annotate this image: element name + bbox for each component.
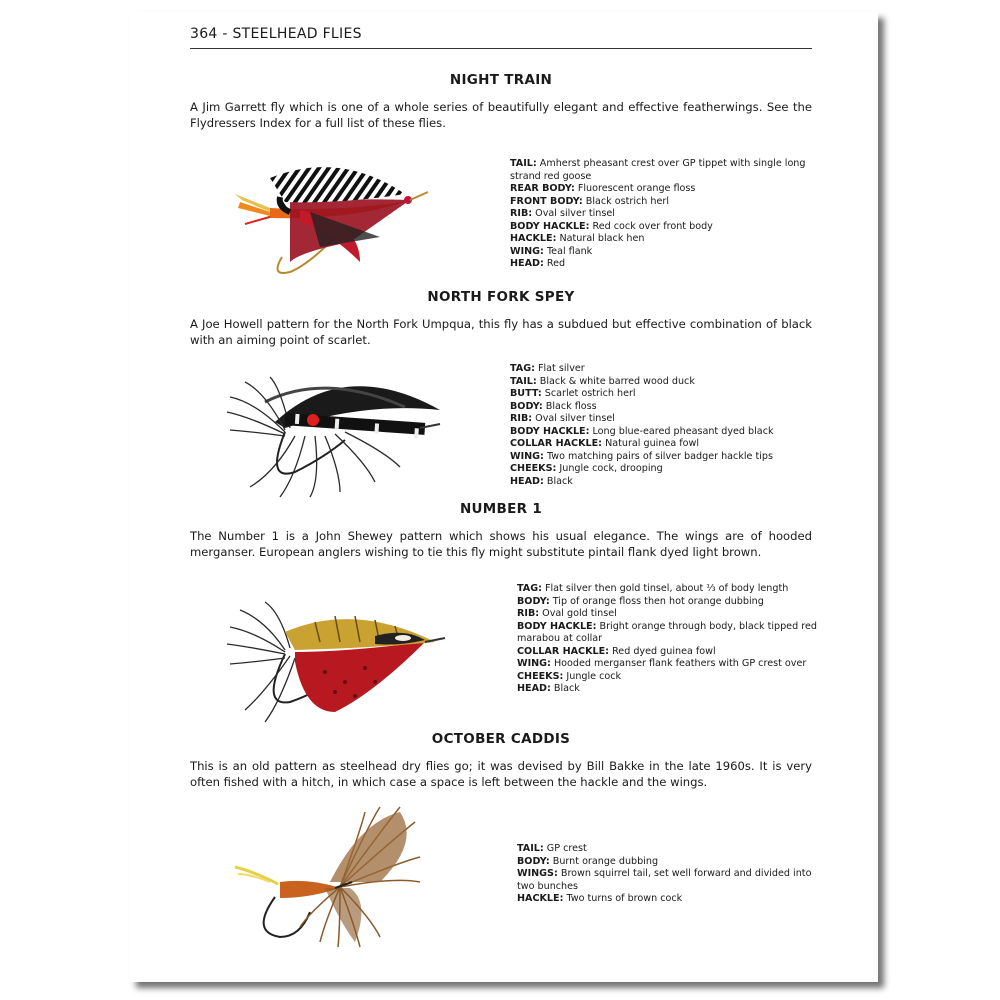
- spec-row: RIB: Oval gold tinsel: [517, 608, 617, 619]
- spec-row: TAG: Flat silver then gold tinsel, about ⅓ of body length: [517, 583, 789, 594]
- october-caddis-fly-illustration: [230, 802, 430, 952]
- fly-specs: [510, 158, 810, 271]
- fly-title: NIGHT TRAIN: [449, 72, 553, 88]
- spec-row: RIB: Oval silver tinsel: [510, 413, 615, 424]
- running-head: 364 - STEELHEAD FLIES: [190, 26, 812, 49]
- fly-intro: A Joe Howell pattern for the North Fork Umpqua, this fly has a subdued but effective combination of black with an aiming point of scarlet.: [190, 317, 812, 347]
- fly-specs: [510, 363, 810, 488]
- spec-row: HEAD: Black: [510, 475, 573, 487]
- spec-row: BUTT: Scarlet ostrich herl: [510, 388, 636, 399]
- spec-row: RIB: Oval silver tinsel: [510, 208, 615, 219]
- spec-row: HACKLE: Two turns of brown cock: [517, 893, 683, 904]
- spec-row: WING: Teal flank: [510, 245, 593, 257]
- fly-intro: The Number 1 is a John Shewey pattern which shows his usual elegance. The wings are of hooded merganser. European anglers wishing to tie this fly might substitute pintail flank dyed light brown.: [190, 529, 812, 559]
- spec-row: TAIL: Black & white barred wood duck: [510, 375, 695, 387]
- spec-row: HEAD: Black: [517, 683, 580, 694]
- fly-specs: [517, 583, 817, 696]
- spec-row: BODY HACKLE: Red cock over front body: [510, 220, 713, 232]
- spec-row: WING: Hooded merganser flank feathers with GP crest over: [517, 658, 807, 669]
- spec-row: TAIL: GP crest: [517, 843, 587, 854]
- number-1-fly-illustration: [225, 592, 455, 732]
- fly-intro: This is an old pattern as steelhead dry flies go; it was devised by Bill Bakke in the late 1960s. It is very often fished with a hitch, in which case a space is left between the hackle and the wings.: [190, 759, 812, 789]
- spec-row: BODY: Black floss: [510, 400, 597, 412]
- spec-row: WING: Two matching pairs of silver badger hackle tips: [510, 450, 774, 462]
- north-fork-spey-fly-illustration: [225, 362, 455, 502]
- spec-row: BODY HACKLE: Long blue-eared pheasant dyed black: [510, 425, 774, 437]
- spec-row: CHEEKS: Jungle cock: [517, 670, 622, 682]
- fly-title: NORTH FORK SPEY: [427, 289, 575, 305]
- spec-row: CHEEKS: Jungle cock, drooping: [510, 463, 663, 474]
- night-train-fly-illustration: [230, 152, 450, 282]
- spec-row: COLLAR HACKLE: Natural guinea fowl: [510, 438, 700, 449]
- spec-row: REAR BODY: Fluorescent orange floss: [510, 183, 696, 194]
- spec-row: HACKLE: Natural black hen: [510, 233, 645, 244]
- fly-specs: [517, 843, 817, 906]
- spec-row: TAIL: Amherst pheasant crest over GP tippet with single long strand red goose: [510, 158, 806, 182]
- spec-row: WINGS: Brown squirrel tail, set well forward and divided into two bunches: [517, 868, 812, 892]
- spec-row: FRONT BODY: Black ostrich herl: [510, 195, 669, 207]
- fly-title: OCTOBER CADDIS: [431, 731, 571, 747]
- spec-row: BODY HACKLE: Bright orange through body, black tipped red marabou at collar: [517, 620, 817, 644]
- spec-row: BODY: Burnt orange dubbing: [517, 855, 659, 867]
- book-page: [130, 12, 878, 982]
- fly-title: NUMBER 1: [459, 501, 543, 517]
- spec-row: TAG: Flat silver: [510, 363, 585, 374]
- spec-row: HEAD: Red: [510, 258, 566, 269]
- fly-intro: A Jim Garrett fly which is one of a whole series of beautifully elegant and effective featherwings. See the Flydressers Index for a full list of these flies.: [190, 100, 812, 130]
- spec-row: BODY: Tip of orange floss then hot orange dubbing: [517, 595, 764, 607]
- spec-row: COLLAR HACKLE: Red dyed guinea fowl: [517, 645, 716, 657]
